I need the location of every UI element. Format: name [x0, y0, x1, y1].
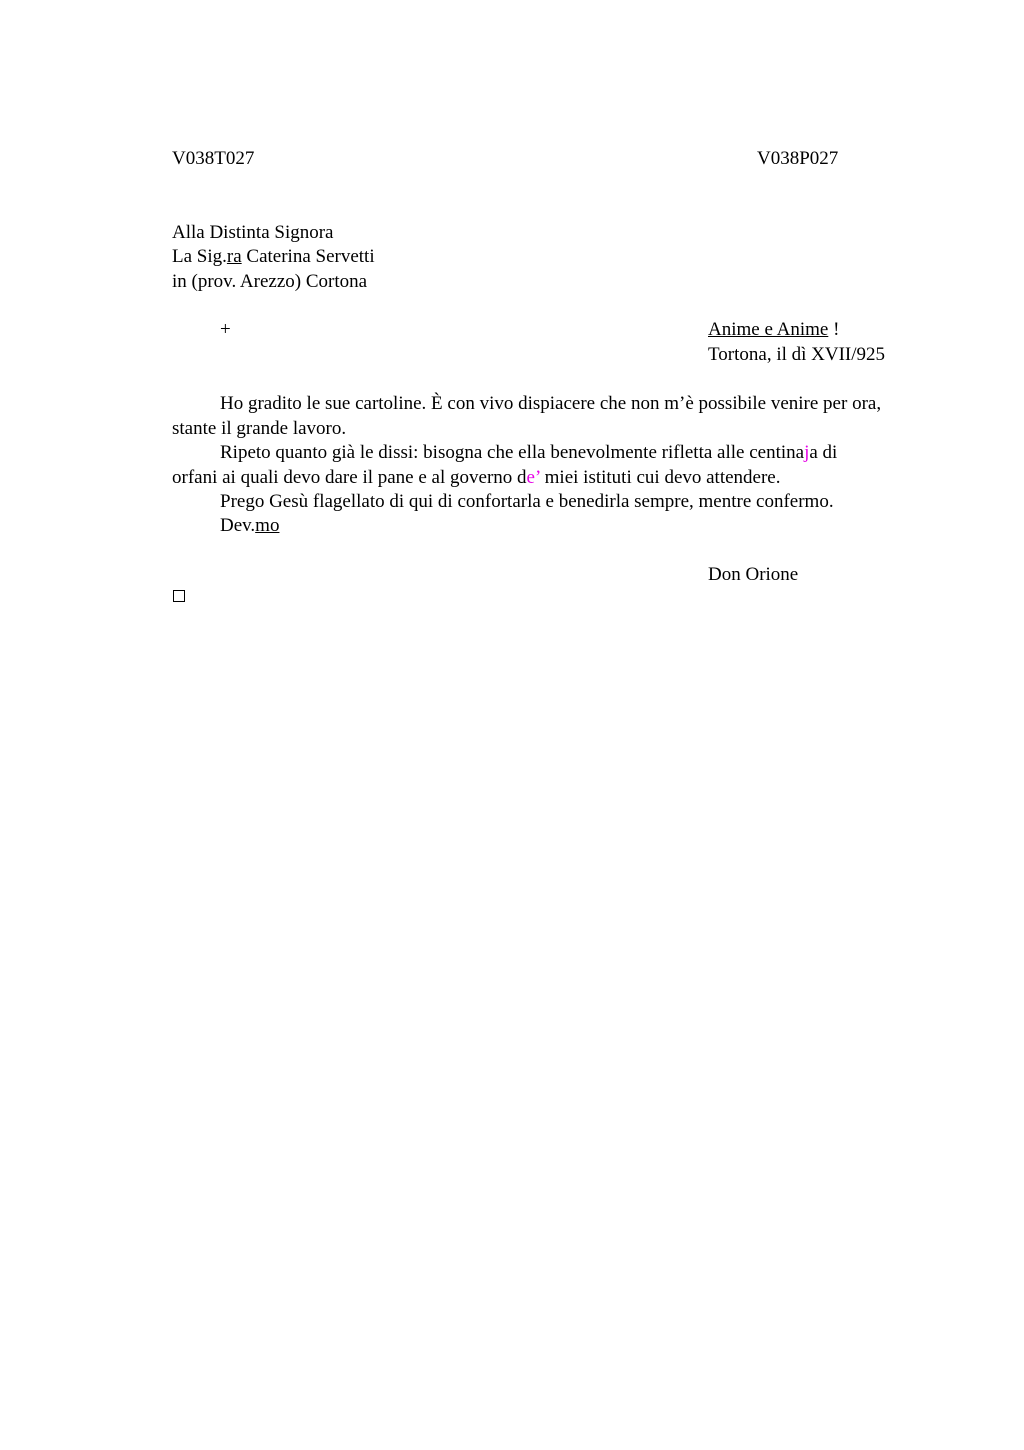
closing-abbrev: mo — [255, 515, 280, 536]
body-paragraph-2-part-c: miei istituti cui devo attendere. — [539, 466, 781, 488]
body-paragraph-2 — [172, 441, 887, 490]
closing — [220, 514, 279, 538]
body-paragraph-2-part-b: a di orfani ai quali devo dare il pane e al governo d — [172, 442, 838, 488]
signature: Don Orione — [708, 564, 799, 585]
address-line-2-prefix: La Sig. — [172, 246, 227, 267]
motto — [708, 318, 839, 342]
body-paragraph-2-highlight-1: j — [804, 442, 810, 463]
body-paragraph-1: Ho gradito le sue cartoline. È con vivo dispiacere che non m’è possibile venire per ora, stante il grande lavoro. — [172, 393, 882, 439]
address-line-2 — [172, 245, 375, 269]
address-line-1: Alla Distinta Signora — [172, 222, 334, 243]
address-line-3: in (prov. Arezzo) Cortona — [172, 271, 368, 292]
archive-code-left: V038T027 — [172, 148, 255, 169]
address-line-2-rest: Caterina Servetti — [241, 246, 375, 267]
body-paragraph-3: Prego Gesù flagellato di qui di confortarla e benedirla sempre, mentre confermo. — [220, 491, 834, 512]
address-line-2-abbrev: ra — [226, 246, 242, 267]
motto-text: Anime e Anime — [708, 319, 829, 340]
cross-mark: + — [220, 319, 231, 340]
archive-code-right: V038P027 — [757, 148, 839, 169]
end-marker-square-icon — [173, 590, 185, 602]
closing-prefix: Dev. — [220, 515, 256, 536]
place-date: Tortona, il dì XVII/925 — [708, 344, 886, 365]
body-paragraph-2-part-a: Ripeto quanto già le dissi: bisogna che ella benevolmente rifletta alle centina — [220, 442, 805, 463]
motto-suffix: ! — [828, 319, 840, 340]
body-paragraph-2-highlight-2: e’ — [526, 466, 540, 488]
